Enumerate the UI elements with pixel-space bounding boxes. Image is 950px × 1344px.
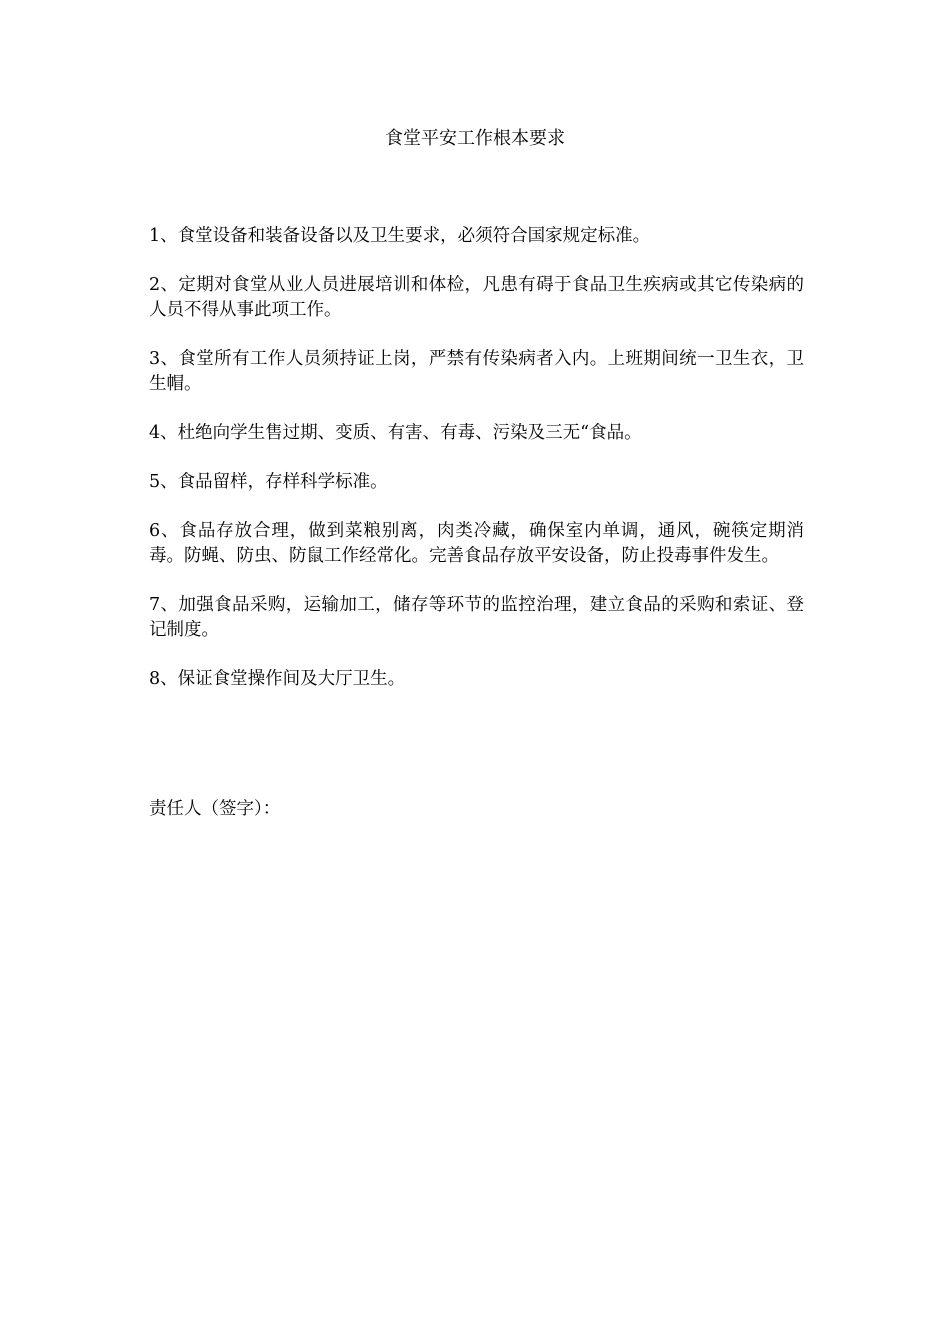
requirement-item-5: 5、食品留样，存样科学标准。 [149, 472, 388, 492]
signature-label: 责任人（签字）： [149, 799, 281, 819]
requirement-item-4: 4、杜绝向学生售过期、变质、有害、有毒、污染及三无“食品。 [149, 423, 642, 443]
requirements-list [149, 224, 804, 716]
requirement-item-1: 1、食堂设备和装备设备以及卫生要求，必须符合国家规定标准。 [149, 226, 651, 246]
requirement-item-7: 7、加强食品采购，运输加工，储存等环节的监控治理，建立食品的采购和索证、登记制度。 [149, 595, 804, 640]
document-title: 食堂平安工作根本要求 [385, 128, 565, 149]
requirement-item-6: 6、食品存放合理，做到菜粮别离，肉类冷藏，确保室内单调，通风，碗筷定期消毒。防蝇、防虫、防鼠工作经常化。完善食品存放平安设备，防止投毒事件发生。 [149, 521, 804, 566]
requirement-item-2: 2、定期对食堂从业人员进展培训和体检，凡患有碍于食品卫生疾病或其它传染病的人员不得从事此项工作。 [149, 275, 804, 320]
requirement-item-8: 8、保证食堂操作间及大厅卫生。 [149, 669, 406, 689]
requirement-item-3: 3、食堂所有工作人员须持证上岗，严禁有传染病者入内。上班期间统一卫生衣，卫生帽。 [149, 349, 804, 394]
